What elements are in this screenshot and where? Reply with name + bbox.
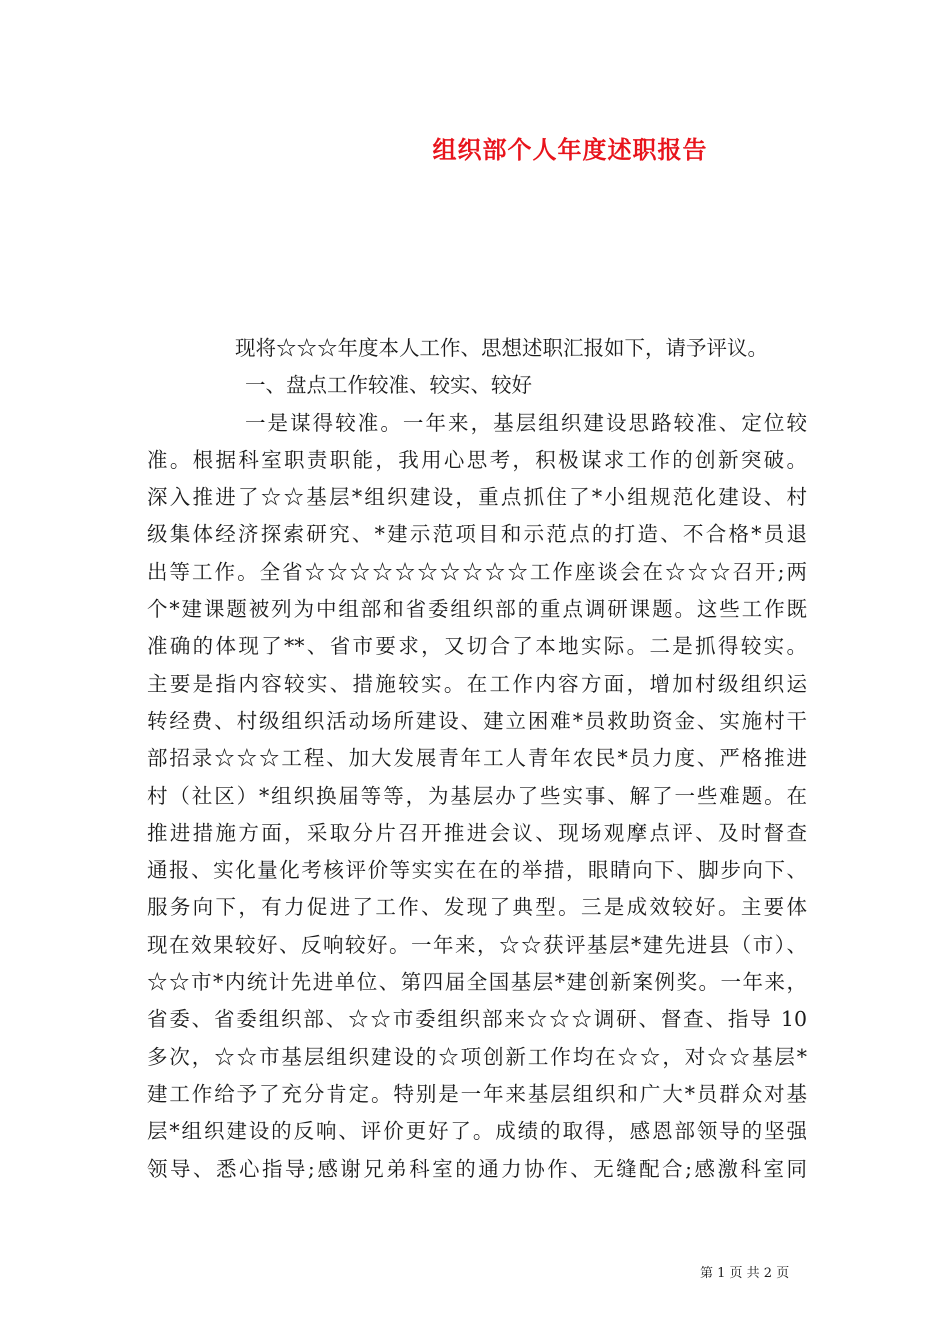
body-line: 深入推进了☆☆基层*组织建设，重点抓住了*小组规范化建设、村 <box>147 485 807 510</box>
document-body <box>147 330 807 1188</box>
body-line: 部招录☆☆☆工程、加大发展青年工人青年农民*员力度、严格推进 <box>147 746 807 771</box>
body-line: 出等工作。全省☆☆☆☆☆☆☆☆☆☆工作座谈会在☆☆☆召开;两 <box>147 559 807 584</box>
page-number: 第 1 页 共 2 页 <box>700 1266 790 1281</box>
body-line: 村（社区）*组织换届等等，为基层办了些实事、解了一些难题。在 <box>147 783 807 808</box>
body-line: 层*组织建设的反响、评价更好了。成绩的取得，感恩部领导的坚强 <box>147 1119 807 1144</box>
body-line: 推进措施方面，采取分片召开推进会议、现场观摩点评、及时督查 <box>147 820 807 845</box>
section-heading: 一、盘点工作较准、较实、较好 <box>245 373 532 398</box>
body-line: 现将☆☆☆年度本人工作、思想述职汇报如下，请予评议。 <box>235 336 768 360</box>
body-line: 一是谋得较准。一年来，基层组织建设思路较准、定位较 <box>245 410 807 435</box>
body-line: 领导、悉心指导;感谢兄弟科室的通力协作、无缝配合;感激科室同 <box>147 1156 807 1181</box>
body-line: 转经费、村级组织活动场所建设、建立困难*员救助资金、实施村干 <box>147 708 807 733</box>
body-line: 个*建课题被列为中组部和省委组织部的重点调研课题。这些工作既 <box>147 597 807 622</box>
body-line: 准。根据科室职责职能，我用心思考，积极谋求工作的创新突破。 <box>147 447 807 472</box>
body-line: 建工作给予了充分肯定。特别是一年来基层组织和广大*员群众对基 <box>147 1081 807 1106</box>
body-line: 准确的体现了**、省市要求，又切合了本地实际。二是抓得较实。 <box>147 634 807 659</box>
body-line: 现在效果较好、反响较好。一年来，☆☆获评基层*建先进县（市）、 <box>147 932 807 957</box>
body-line: ☆☆市*内统计先进单位、第四届全国基层*建创新案例奖。一年来， <box>147 970 807 995</box>
document-title: 组织部个人年度述职报告 <box>432 135 708 164</box>
body-line: 省委、省委组织部、☆☆市委组织部来☆☆☆调研、督查、指导 10 <box>147 1007 807 1032</box>
body-line: 通报、实化量化考核评价等实实在在的举措，眼睛向下、脚步向下、 <box>147 858 807 883</box>
body-line: 服务向下，有力促进了工作、发现了典型。三是成效较好。主要体 <box>147 895 807 920</box>
body-line: 多次，☆☆市基层组织建设的☆项创新工作均在☆☆，对☆☆基层* <box>147 1044 807 1069</box>
body-line: 主要是指内容较实、措施较实。在工作内容方面，增加村级组织运 <box>147 671 807 696</box>
body-line: 级集体经济探索研究、*建示范项目和示范点的打造、不合格*员退 <box>147 522 807 547</box>
